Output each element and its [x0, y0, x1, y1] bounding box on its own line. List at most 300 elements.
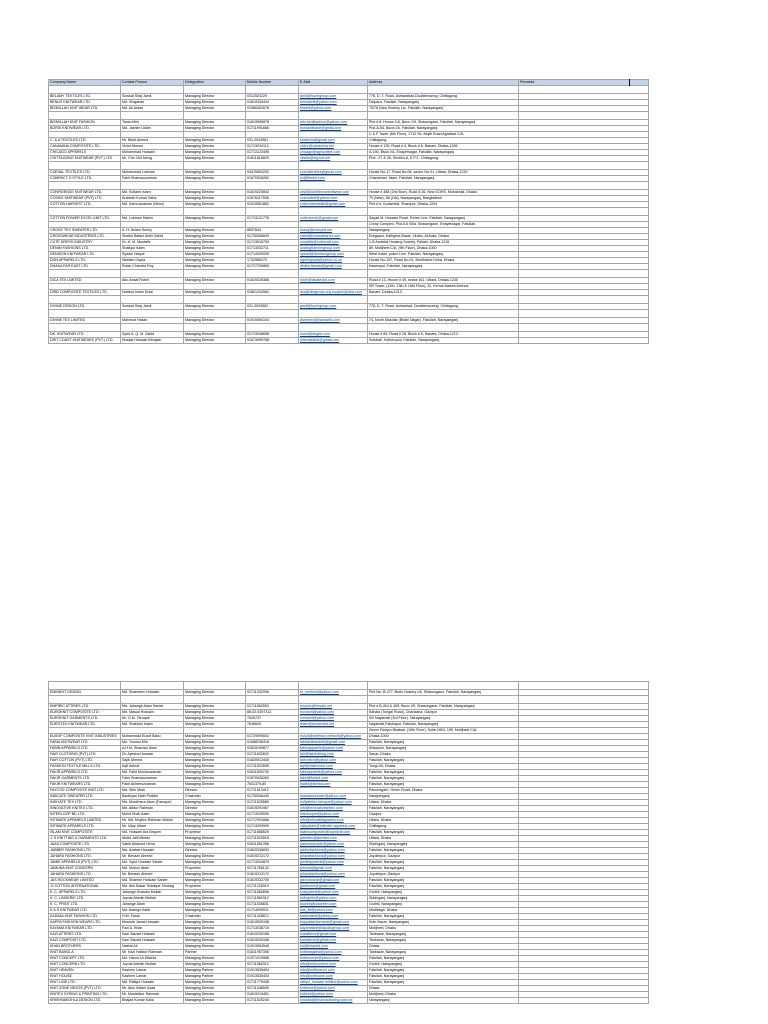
company-name-cell[interactable]: FABIA KNITWEAR LTD.: [49, 740, 121, 746]
email-cell[interactable]: kas_ltd@yahoo.com: [299, 908, 368, 914]
mobile-number-cell[interactable]: 01611509739: [246, 770, 299, 776]
company-name-cell[interactable]: JAHARA FASHIONS LTD.: [49, 854, 121, 860]
address-cell[interactable]: Plot No- B-477, Bscic Hosiery I/A, Shasongaon, Fatullah, Narayanganj: [368, 690, 519, 696]
contact-person-cell[interactable]: Kashem Lamar: [121, 968, 184, 974]
address-cell[interactable]: Fatullah, Narayanganj: [368, 866, 519, 872]
email-cell[interactable]: aqif@fashionbd.com: [299, 764, 368, 770]
email-cell[interactable]: borisknitwear@gmail.com: [299, 126, 368, 132]
designation-cell[interactable]: Managing Director: [184, 956, 246, 962]
contact-person-cell[interactable]: Md. Abdur Rahman: [121, 806, 184, 812]
address-cell[interactable]: Narayanganj: [368, 794, 519, 800]
email-cell[interactable]: vijayuttam@intimate-apparels.com: [299, 824, 368, 830]
company-name-cell[interactable]: [49, 310, 121, 318]
address-cell[interactable]: [368, 310, 519, 318]
email-cell[interactable]: kaziattires@gmail.com: [299, 932, 368, 938]
mobile-number-cell[interactable]: 7646605: [246, 722, 299, 728]
designation-cell[interactable]: Managing Director: [184, 94, 246, 100]
address-cell[interactable]: [368, 270, 519, 278]
company-name-cell[interactable]: EUROKNIT COMPOSITE LTD.: [49, 710, 121, 716]
contact-person-cell[interactable]: Tania Afrin: [121, 120, 184, 126]
address-cell[interactable]: Chittagong: [368, 138, 519, 144]
contact-person-cell[interactable]: Bhajan Kumar Kalia: [121, 998, 184, 1004]
email-cell[interactable]: info@intimateapparels.com: [299, 818, 368, 824]
mobile-number-cell[interactable]: 88-02-9257312: [246, 710, 299, 716]
address-cell[interactable]: Kahala (Tongal Road), Chandana, Gazipur: [368, 710, 519, 716]
designation-cell[interactable]: [184, 682, 246, 690]
company-name-cell[interactable]: JAS ROCKWEAR LIMITED: [49, 878, 121, 884]
company-name-cell[interactable]: INNOVATIVE KNITEX LTD.: [49, 806, 121, 812]
company-name-cell[interactable]: [49, 324, 121, 332]
designation-cell[interactable]: Managing Director: [184, 764, 246, 770]
designation-cell[interactable]: Managing Director: [184, 932, 246, 938]
company-name-cell[interactable]: FAIR CLOTHING (PVT) LTD.: [49, 752, 121, 758]
mobile-number-cell[interactable]: 01966402678: [246, 106, 299, 112]
designation-cell[interactable]: Managing Director: [184, 138, 246, 144]
address-cell[interactable]: [368, 182, 519, 190]
contact-person-cell[interactable]: Mr. Benazir Ahmed: [121, 854, 184, 860]
contact-person-cell[interactable]: H.M. Faruk: [121, 914, 184, 920]
company-name-cell[interactable]: C. & A TEXTILES LTD.: [49, 138, 121, 144]
company-name-cell[interactable]: JAHARA FASHIONS LTD.: [49, 872, 121, 878]
email-cell[interactable]: indicatesweater@yahoo.com: [299, 794, 368, 800]
contact-person-cell[interactable]: Robin Chandra Roy: [121, 264, 184, 270]
contact-person-cell[interactable]: Mohd Shah Alam: [121, 812, 184, 818]
mobile-number-cell[interactable]: [246, 112, 299, 120]
contact-person-cell[interactable]: Sajib Ahmed: [121, 758, 184, 764]
contact-person-cell[interactable]: Joynal Abedin Mollah: [121, 962, 184, 968]
address-cell[interactable]: Fatullah, Narayanganj: [368, 884, 519, 890]
mobile-number-cell[interactable]: 01711225319: [246, 884, 299, 890]
address-cell[interactable]: Joydebpur, Gazipur: [368, 854, 519, 860]
designation-cell[interactable]: Managing Director: [184, 150, 246, 156]
company-name-cell[interactable]: BISMILLAH KNIT WEAR LTD.: [49, 106, 121, 112]
mobile-number-cell[interactable]: 01811815829: [246, 156, 299, 162]
address-cell[interactable]: Plot # 8, House 5-8, Boco 1/9, Shasongaon, Fatullah, Narayanganj: [368, 120, 519, 126]
designation-cell[interactable]: Managing Director: [184, 800, 246, 806]
company-name-cell[interactable]: DGN APPARELS LTD.: [49, 258, 121, 264]
address-cell[interactable]: Crony Complex, Plot-5,6 Killa, Shasongaon, Enayetnagar, Fatullah,: [368, 222, 519, 228]
designation-cell[interactable]: Managing Director: [184, 896, 246, 902]
mobile-number-cell[interactable]: 01727239865: [246, 264, 299, 270]
company-name-cell[interactable]: EUROTEX KNITWEAR LTD.: [49, 722, 121, 728]
email-cell[interactable]: dritcoastknit@gmail.com: [299, 338, 368, 344]
company-name-cell[interactable]: COTTON HARVEST LTD.: [49, 202, 121, 208]
company-name-cell[interactable]: DIVINE TEX LIMITED: [49, 318, 121, 324]
company-name-cell[interactable]: EUSOF COMPOSITE KNIT INDUSTRIES: [49, 734, 121, 740]
company-name-cell[interactable]: KNIT LINE LTD.: [49, 980, 121, 986]
mobile-number-cell[interactable]: 01820512440: [246, 758, 299, 764]
mobile-number-cell[interactable]: 01713209999: [246, 824, 299, 830]
mobile-number-cell[interactable]: [246, 208, 299, 216]
contact-person-cell[interactable]: Md. Hossain Ara Begum: [121, 830, 184, 836]
designation-cell[interactable]: Managing Director: [184, 264, 246, 270]
mobile-number-cell[interactable]: 01913535404: [246, 968, 299, 974]
designation-cell[interactable]: Managing Director: [184, 228, 246, 234]
email-cell[interactable]: dgnkhgupta@yahoo.co.uk: [299, 258, 368, 264]
designation-cell[interactable]: Managing Director: [184, 100, 246, 106]
email-cell[interactable]: islam@eurotexbd.net: [299, 722, 368, 728]
email-cell[interactable]: kcapparels@yahoo.com: [299, 890, 368, 896]
email-cell[interactable]: jaascomposite@yahoo.com: [299, 842, 368, 848]
company-name-cell[interactable]: CRONY TEX SWEATER LTD.: [49, 228, 121, 234]
email-cell[interactable]: coevaltextiles@gmail.com: [299, 170, 368, 176]
address-cell[interactable]: 778, D. T. Road, Ashtarabad,Doublemoring, Chittagong.: [368, 94, 519, 100]
mobile-number-cell[interactable]: [246, 182, 299, 190]
address-cell[interactable]: Road # 13, House # 49, sector #11, Uttara, Dhaka-1230: [368, 278, 519, 284]
designation-cell[interactable]: Managing Director: [184, 202, 246, 208]
mobile-number-cell[interactable]: 01711525245: [246, 998, 299, 1004]
email-cell[interactable]: victor@canamina.net: [299, 144, 368, 150]
mobile-number-cell[interactable]: 01711560312: [246, 962, 299, 968]
email-cell[interactable]: fakir@fkmbd.com: [299, 776, 368, 782]
contact-person-cell[interactable]: [121, 270, 184, 278]
designation-cell[interactable]: [184, 696, 246, 704]
email-cell[interactable]: dcd@dirdgroup.org.conjohn@dird.com: [299, 290, 368, 296]
email-cell[interactable]: [299, 324, 368, 332]
mobile-number-cell[interactable]: 01815199877: [246, 746, 299, 752]
email-cell[interactable]: shatexbd@gmail.com: [299, 138, 368, 144]
designation-cell[interactable]: [184, 86, 246, 94]
designation-cell[interactable]: Managing Director: [184, 290, 246, 296]
designation-cell[interactable]: Managing Partner: [184, 968, 246, 974]
address-cell[interactable]: [368, 162, 519, 170]
designation-cell[interactable]: Managing Director: [184, 818, 246, 824]
email-cell[interactable]: jasrockwear@gmail.com: [299, 878, 368, 884]
mobile-number-cell[interactable]: 01611591356: [246, 842, 299, 848]
company-name-cell[interactable]: DIRD COMPOSITE TEXTILES LTD.: [49, 290, 121, 296]
contact-person-cell[interactable]: Md. Masud Hossain: [121, 710, 184, 716]
email-cell[interactable]: chicago@agnionline.com: [299, 150, 368, 156]
designation-cell[interactable]: Managing Director: [184, 144, 246, 150]
address-cell[interactable]: Durgapur, Kathgora Bazar, Zirabo, Ashulia, Dhaka: [368, 234, 519, 240]
designation-cell[interactable]: Managing Director: [184, 278, 246, 284]
contact-person-cell[interactable]: Syed A. Q. M. Zahid: [121, 332, 184, 338]
company-name-cell[interactable]: FAKIR KNITWEARS LTD.: [49, 782, 121, 788]
contact-person-cell[interactable]: Kashem Lamar: [121, 974, 184, 980]
company-name-cell[interactable]: INTIMATE APPARELS LTD.: [49, 824, 121, 830]
email-cell[interactable]: bkwltd@yahoo.com: [299, 106, 368, 112]
mobile-number-cell[interactable]: 01819209158: [246, 938, 299, 944]
mobile-number-cell[interactable]: 01819213172: [246, 872, 299, 878]
company-name-cell[interactable]: KADIMA KNIT FASHION LTD.: [49, 914, 121, 920]
address-cell[interactable]: [368, 86, 519, 94]
mobile-number-cell[interactable]: 7641379-80: [246, 782, 299, 788]
contact-person-cell[interactable]: Md. Abu Bakar Siddique Shohag: [121, 884, 184, 890]
email-cell[interactable]: fair@fairclothing.com: [299, 752, 368, 758]
company-name-cell[interactable]: K. C. LINGERIE LTD.: [49, 896, 121, 902]
contact-person-cell[interactable]: Md. Shameem Hossain: [121, 690, 184, 696]
address-cell[interactable]: Plot-A-64, Bscic I/A, Fatullah, Narayanganj.: [368, 126, 519, 132]
address-cell[interactable]: Godnil, Narayanganj: [368, 902, 519, 908]
company-name-cell[interactable]: INDIYATE TEX LTD.: [49, 800, 121, 806]
address-cell[interactable]: Gazipur: [368, 812, 519, 818]
email-cell[interactable]: jamuna@gmail.com: [299, 866, 368, 872]
contact-person-cell[interactable]: Mr. Che Chit Meng: [121, 156, 184, 162]
designation-cell[interactable]: Director: [184, 848, 246, 854]
remarks-cell[interactable]: [519, 310, 649, 318]
address-cell[interactable]: Plot # 6, Kodamtoli, Shampur, Dhaka-1204: [368, 202, 519, 208]
mobile-number-cell[interactable]: 01711562553: [246, 704, 299, 710]
mobile-number-cell[interactable]: 8837844: [246, 228, 299, 234]
email-cell[interactable]: faircotton@yahoo.com: [299, 758, 368, 764]
email-cell[interactable]: [299, 696, 368, 704]
contact-person-cell[interactable]: Mahmud Hasan: [121, 318, 184, 324]
mobile-number-cell[interactable]: 01711346595: [246, 986, 299, 992]
designation-cell[interactable]: Managing Director: [184, 332, 246, 338]
email-cell[interactable]: jamieapparels@yahoo.com: [299, 860, 368, 866]
designation-cell[interactable]: Managing Director: [184, 170, 246, 176]
company-name-cell[interactable]: BELAMY TEXTILES LTD.: [49, 94, 121, 100]
remarks-cell[interactable]: [519, 112, 649, 120]
address-cell[interactable]: Plot # B-404 & 405, Bscic I/S, Shasongaon, Fatullah, Narayanganj.: [368, 704, 519, 710]
designation-cell[interactable]: Managing Director: [184, 782, 246, 788]
designation-cell[interactable]: Managing Director: [184, 962, 246, 968]
designation-cell[interactable]: Managing Partner: [184, 974, 246, 980]
address-cell[interactable]: House No-17, Road No-06, sector No-01, Uttara, Dhaka-1230: [368, 170, 519, 176]
contact-person-cell[interactable]: Mr. Belal Ahmed: [121, 138, 184, 144]
mobile-number-cell[interactable]: 01819509158: [246, 920, 299, 926]
address-cell[interactable]: Fatullah, Narayanganj: [368, 974, 519, 980]
designation-cell[interactable]: Managing Director: [184, 920, 246, 926]
company-name-cell[interactable]: DHAKA FAR EAST LTD.: [49, 264, 121, 270]
company-name-cell[interactable]: CHICAGO APPARELS: [49, 150, 121, 156]
address-cell[interactable]: [368, 682, 519, 690]
mobile-number-cell[interactable]: 01711991666: [246, 126, 299, 132]
address-cell[interactable]: A-190, Bscic I/A, Enayetnagar, Fatullah, Narayanganj.: [368, 150, 519, 156]
mobile-number-cell[interactable]: 01713034879: [246, 860, 299, 866]
address-cell[interactable]: [368, 112, 519, 120]
contact-person-cell[interactable]: [121, 86, 184, 94]
contact-person-cell[interactable]: Joynal Abedin Mollah: [121, 896, 184, 902]
header-address[interactable]: Address: [368, 80, 519, 86]
email-cell[interactable]: kcprint@kcscreen.com: [299, 902, 368, 908]
address-cell[interactable]: Fatullah, Narayanganj: [368, 782, 519, 788]
company-name-cell[interactable]: CONFIDENCE KNITWEAR LTD.: [49, 190, 121, 196]
mobile-number-cell[interactable]: 01713016790: [246, 240, 299, 246]
email-cell[interactable]: info@knitheaven.com: [299, 968, 368, 974]
address-cell[interactable]: Joydebpur, Gazipur: [368, 872, 519, 878]
contact-person-cell[interactable]: Sheikh Bablul Akter Zahid: [121, 234, 184, 240]
remarks-cell[interactable]: [519, 162, 649, 170]
contact-person-cell[interactable]: [121, 310, 184, 318]
contact-person-cell[interactable]: Md. Rafiqul Hossain: [121, 980, 184, 986]
mobile-number-cell[interactable]: 01688296416: [246, 740, 299, 746]
address-cell[interactable]: Kutubail, Ketherpool, Fatullah, Narayanganj.: [368, 338, 519, 344]
email-cell[interactable]: eusof@interface.network@yahoo.com: [299, 734, 368, 740]
email-cell[interactable]: knitbanglabd@yahoo.com: [299, 950, 368, 956]
mobile-number-cell[interactable]: 01711538831: [246, 902, 299, 908]
header-designation[interactable]: Designation: [184, 80, 246, 86]
company-name-cell[interactable]: KNIT BANGLA: [49, 950, 121, 956]
contact-person-cell[interactable]: Md. Fakir Moniruzzaman: [121, 770, 184, 776]
email-cell[interactable]: fkwltd@fkmbd.com: [299, 782, 368, 788]
mobile-number-cell[interactable]: 01711513412: [246, 788, 299, 794]
address-cell[interactable]: Motijheel, Dhaka: [368, 926, 519, 932]
contact-person-cell[interactable]: [121, 324, 184, 332]
designation-cell[interactable]: Managing Director: [184, 992, 246, 998]
email-cell[interactable]: cottonexcel@gmail.com: [299, 216, 368, 222]
address-cell[interactable]: Delpara, Fatullah, Narayanganj: [368, 100, 519, 106]
designation-cell[interactable]: Managing Director: [184, 746, 246, 752]
address-cell[interactable]: House No-157, Road No-01, Bordhdara Doha, Dhaka: [368, 258, 519, 264]
remarks-cell[interactable]: [519, 296, 649, 304]
header-remarks[interactable]: Remarks: [519, 80, 649, 86]
company-name-cell[interactable]: [49, 162, 121, 170]
remarks-cell[interactable]: [519, 338, 649, 344]
address-cell[interactable]: Savar, Dhaka: [368, 752, 519, 758]
email-cell[interactable]: [299, 682, 368, 690]
address-cell[interactable]: Tanbazar, Narayanganj: [368, 932, 519, 938]
email-cell[interactable]: ckwltd@ctg.bol.net: [299, 156, 368, 162]
designation-cell[interactable]: Managing Director: [184, 338, 246, 344]
address-cell[interactable]: 74, North Masdair (Bhabi Nagar), Fatullah, Narayanganj: [368, 318, 519, 324]
mobile-number-cell[interactable]: 01819334444: [246, 100, 299, 106]
address-cell[interactable]: SR Tower, (12th, 13th & 16th Floor), 32, Kemal Ataturk Avenue,: [368, 284, 519, 290]
contact-person-cell[interactable]: Fakir Shamsuzzaman: [121, 776, 184, 782]
mobile-number-cell[interactable]: 01971019986: [246, 956, 299, 962]
address-cell[interactable]: Fatullah, Narayanganj: [368, 914, 519, 920]
mobile-number-cell[interactable]: [246, 296, 299, 304]
address-cell[interactable]: Kutir Bazar, Narayanganj: [368, 920, 519, 926]
mobile-number-cell[interactable]: 01711779438: [246, 980, 299, 986]
email-cell[interactable]: [299, 86, 368, 94]
mobile-number-cell[interactable]: 7640737: [246, 716, 299, 722]
designation-cell[interactable]: Managing Director: [184, 872, 246, 878]
contact-person-cell[interactable]: Arabesh Kumar Saha: [121, 196, 184, 202]
address-cell[interactable]: Fatullah, Narayanganj: [368, 770, 519, 776]
mobile-number-cell[interactable]: 1732585470: [246, 258, 299, 264]
email-cell[interactable]: cottonharvestltd@gmail.com: [299, 202, 368, 208]
email-cell[interactable]: fabinapparels@yahoo.com: [299, 746, 368, 752]
address-cell[interactable]: Fatullah, Narayanganj: [368, 848, 519, 854]
address-cell[interactable]: Fatullah, Narayanganj: [368, 968, 519, 974]
mobile-number-cell[interactable]: 01713131776: [246, 216, 299, 222]
email-cell[interactable]: fakirapparels@yahoo.com: [299, 770, 368, 776]
address-cell[interactable]: 9/2 Nayamati (3rd Floor), Narayanganj: [368, 716, 519, 722]
designation-cell[interactable]: Chairman: [184, 794, 246, 800]
contact-person-cell[interactable]: [121, 682, 184, 690]
contact-person-cell[interactable]: A.H.M. Shamsul Alam: [121, 746, 184, 752]
contact-person-cell[interactable]: Md. Mosleheur Alam (Faruque): [121, 800, 184, 806]
address-cell[interactable]: Plot: -27 & 28, Section-6, E.P.Z, Chittagong.: [368, 156, 519, 162]
mobile-number-cell[interactable]: 01819220842: [246, 190, 299, 196]
email-cell[interactable]: [299, 182, 368, 190]
address-cell[interactable]: [368, 696, 519, 704]
email-cell[interactable]: kappafashionwear@gmail.com: [299, 920, 368, 926]
remarks-cell[interactable]: [519, 696, 649, 704]
contact-person-cell[interactable]: Sowkat Siraj Jamil: [121, 94, 184, 100]
designation-cell[interactable]: [184, 270, 246, 278]
contact-person-cell[interactable]: Baidhyan Nath Podder: [121, 794, 184, 800]
company-name-cell[interactable]: COSMO KNITWEAR (PVT) LTD.: [49, 196, 121, 202]
contact-person-cell[interactable]: Md. Kollanh Islam: [121, 190, 184, 196]
company-name-cell[interactable]: KNIT CONCERN LTD.: [49, 962, 121, 968]
contact-person-cell[interactable]: Mr. Mustafizur Rahman: [121, 992, 184, 998]
company-name-cell[interactable]: CANAMINA COMPOSITE LTD.: [49, 144, 121, 150]
company-name-cell[interactable]: DENISON KNITWEAR LTD.: [49, 252, 121, 258]
mobile-number-cell[interactable]: 01717091666: [246, 818, 299, 824]
contact-person-cell[interactable]: Aqif Ashraf: [121, 764, 184, 770]
contact-person-cell[interactable]: [121, 112, 184, 120]
designation-cell[interactable]: Managing Director: [184, 252, 246, 258]
mobile-number-cell[interactable]: 01801234562: [246, 290, 299, 296]
contact-person-cell[interactable]: Abu Ansaf Rubel: [121, 278, 184, 284]
contact-person-cell[interactable]: Mostofa Jamal Hossain: [121, 920, 184, 926]
email-cell[interactable]: jabberfashions@yahoo.com: [299, 848, 368, 854]
designation-cell[interactable]: Director: [184, 806, 246, 812]
company-name-cell[interactable]: KAPPA FASHION WEARS LTD.: [49, 920, 121, 926]
designation-cell[interactable]: Managing Director: [184, 926, 246, 932]
contact-person-cell[interactable]: Mr. G.M. Taruque: [121, 716, 184, 722]
remarks-cell[interactable]: [519, 324, 649, 332]
mobile-number-cell[interactable]: [246, 324, 299, 332]
email-cell[interactable]: [299, 162, 368, 170]
email-cell[interactable]: indiyatetex.faruque@yahoo.com: [299, 800, 368, 806]
mobile-number-cell[interactable]: 01711328872: [246, 914, 299, 920]
address-cell[interactable]: [368, 324, 519, 332]
address-cell[interactable]: Uttara, Dhaka: [368, 818, 519, 824]
mobile-number-cell[interactable]: 01676117936: [246, 196, 299, 202]
address-cell[interactable]: 778, D. T. Road, Ashtarbad, Doublemooring, Chittagong.: [368, 304, 519, 310]
address-cell[interactable]: Tongi I/A, Dhaka: [368, 764, 519, 770]
contact-person-cell[interactable]: Fakir Akhteruzzaman: [121, 782, 184, 788]
address-cell[interactable]: Godnil, Narayanganj: [368, 890, 519, 896]
contact-person-cell[interactable]: Md. Syed Hossain Sarker: [121, 860, 184, 866]
designation-cell[interactable]: Partner: [184, 950, 246, 956]
mobile-number-cell[interactable]: 01714009911: [246, 908, 299, 914]
company-name-cell[interactable]: COEVAL TEXTILES LTD.: [49, 170, 121, 176]
mobile-number-cell[interactable]: 01713035090: [246, 812, 299, 818]
designation-cell[interactable]: Managing Director: [184, 318, 246, 324]
address-cell[interactable]: Chandmari, Islam, Fatullah, Narayanganj: [368, 176, 519, 182]
address-cell[interactable]: Kasempur, Fatullah, Narayanganj: [368, 264, 519, 270]
designation-cell[interactable]: Proprietor: [184, 866, 246, 872]
mobile-number-cell[interactable]: 01730006440: [246, 794, 299, 800]
address-cell[interactable]: Narayanganj: [368, 228, 519, 234]
address-cell[interactable]: Fatullah, Narayanganj: [368, 806, 519, 812]
address-cell[interactable]: Siddirganj, Narayanganj: [368, 842, 519, 848]
address-cell[interactable]: [368, 208, 519, 216]
email-cell[interactable]: info.bknitfashion@yahoo.com: [299, 120, 368, 126]
email-cell[interactable]: knitzone@yahoo.com: [299, 986, 368, 992]
company-name-cell[interactable]: EMPIRIC ATTIRES LTD.: [49, 704, 121, 710]
designation-cell[interactable]: Managing Director: [184, 890, 246, 896]
company-name-cell[interactable]: FAKIR APPARELS LTD.: [49, 770, 121, 776]
designation-cell[interactable]: Managing Director: [184, 126, 246, 132]
company-name-cell[interactable]: JAAS COMPOSITE LTD.: [49, 842, 121, 848]
designation-cell[interactable]: Managing Director: [184, 690, 246, 696]
company-name-cell[interactable]: FABIN APPARELS LTD.: [49, 746, 121, 752]
designation-cell[interactable]: Chairman: [184, 914, 246, 920]
company-name-cell[interactable]: JJ COTTON INTERNATIONAL: [49, 884, 121, 890]
company-name-cell[interactable]: KNITEX DYEING & PRINTING LTD.: [49, 992, 121, 998]
address-cell[interactable]: Dhaka: [368, 986, 519, 992]
designation-cell[interactable]: Proprietor: [184, 830, 246, 836]
contact-person-cell[interactable]: Dr. Ayesha Hossain: [121, 752, 184, 758]
mobile-number-cell[interactable]: [246, 310, 299, 318]
contact-person-cell[interactable]: [121, 296, 184, 304]
address-cell[interactable]: Dhaka-1000: [368, 734, 519, 740]
email-cell[interactable]: knitconcept@yahoo.com: [299, 956, 368, 962]
mobile-number-cell[interactable]: 01819906878: [246, 120, 299, 126]
contact-person-cell[interactable]: Md. Azahar Hossain: [121, 848, 184, 854]
email-cell[interactable]: info@knithouse.com: [299, 974, 368, 980]
email-cell[interactable]: zahid@crosswearbd.com: [299, 234, 368, 240]
email-cell[interactable]: kadimaknit@yahoo.com: [299, 914, 368, 920]
designation-cell[interactable]: Managing Director: [184, 980, 246, 986]
mobile-number-cell[interactable]: [246, 86, 299, 94]
email-cell[interactable]: kclingerie@yahoo.com: [299, 896, 368, 902]
